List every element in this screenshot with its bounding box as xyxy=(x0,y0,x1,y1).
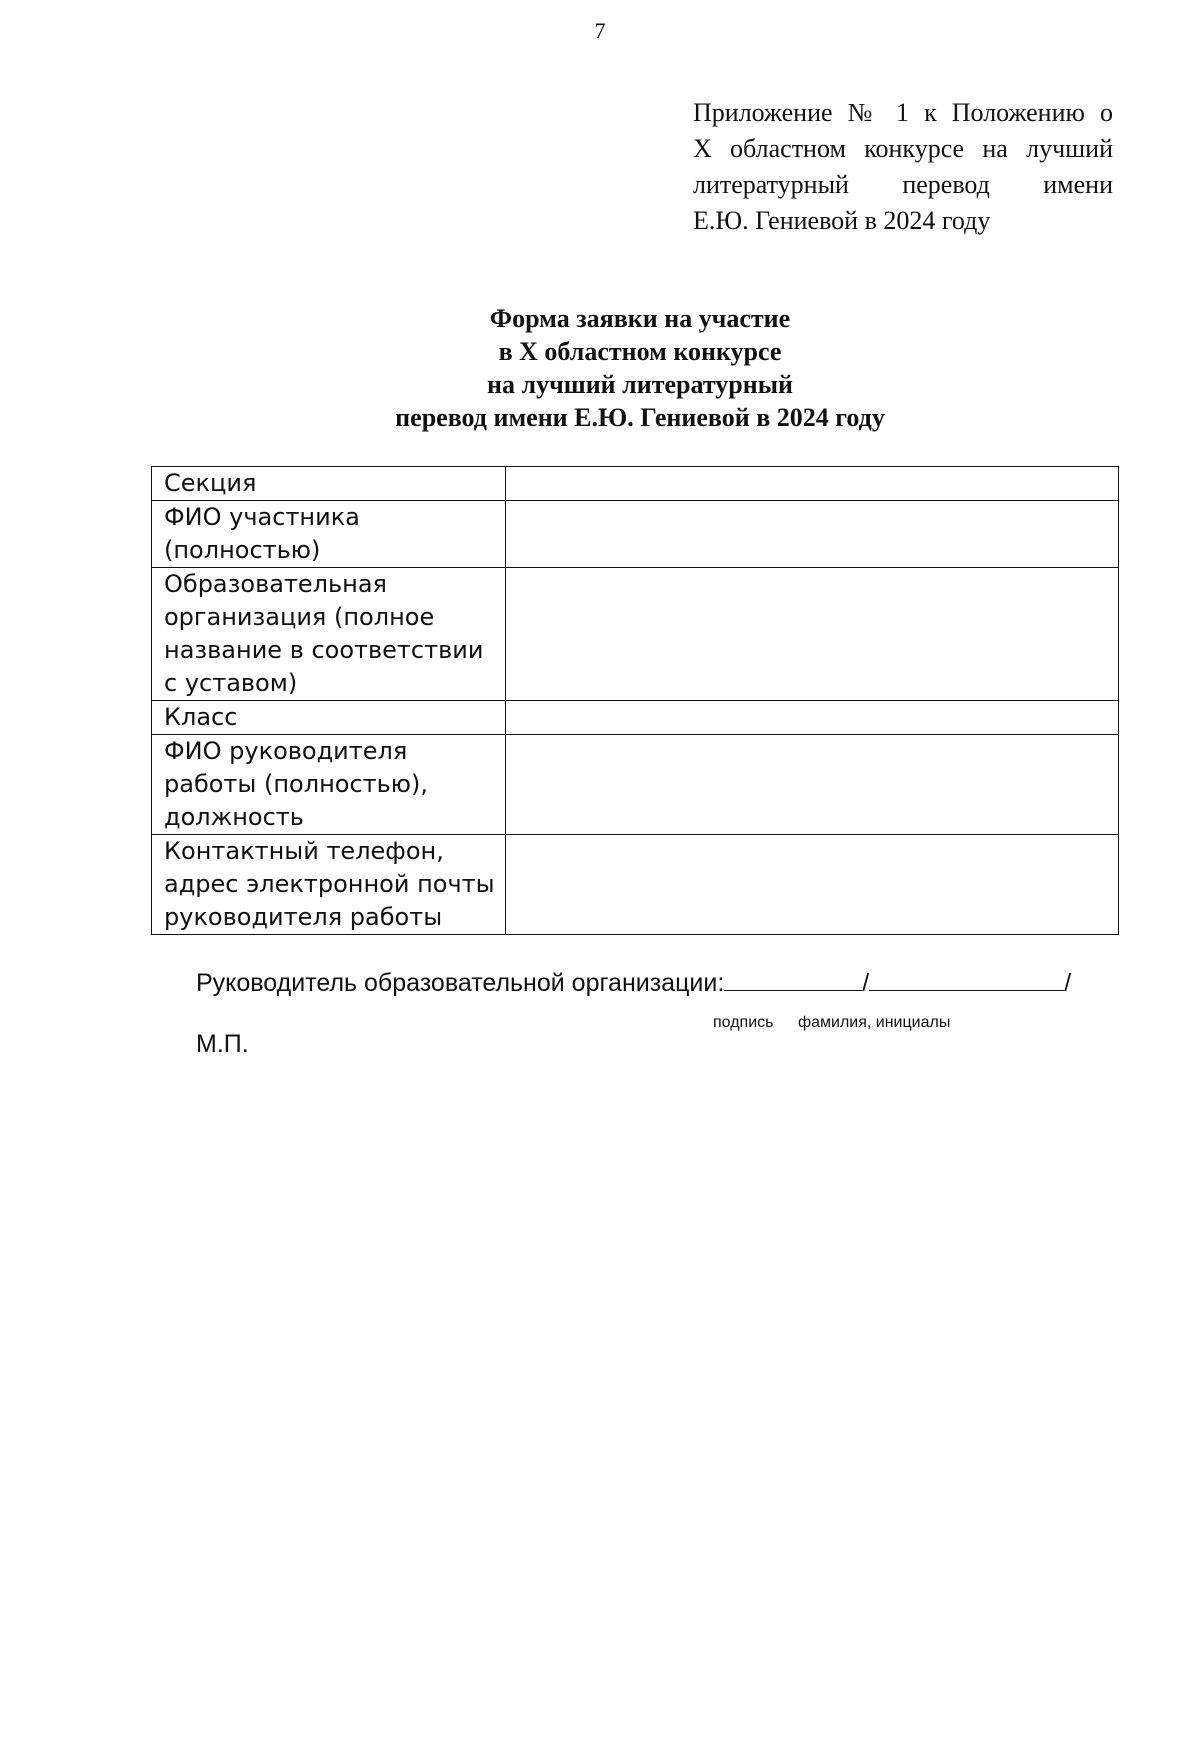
field-value-contacts[interactable] xyxy=(505,835,1118,935)
appendix-note-line: Приложение № 1 к Положению о xyxy=(693,98,1113,127)
field-label-section: Секция xyxy=(152,467,506,501)
signature-closing: / xyxy=(1064,969,1072,997)
table-row xyxy=(152,835,1119,935)
field-value-participant-name[interactable] xyxy=(505,501,1118,568)
field-value-section[interactable] xyxy=(505,467,1118,501)
field-label-contacts: Контактный телефон, адрес электронной почты руководителя работы xyxy=(152,835,506,935)
field-value-organization[interactable] xyxy=(505,568,1118,701)
page-number: 7 xyxy=(594,18,606,43)
table-row xyxy=(152,501,1119,568)
appendix-note-line: Е.Ю. Гениевой в 2024 году xyxy=(693,206,991,235)
appendix-note xyxy=(693,95,1113,239)
form-title xyxy=(0,302,1200,434)
name-blank[interactable] xyxy=(869,968,1064,991)
table-row xyxy=(152,701,1119,735)
field-value-grade[interactable] xyxy=(505,701,1118,735)
appendix-note-line: литературный перевод имени xyxy=(693,170,1113,199)
application-form-table xyxy=(151,466,1119,935)
field-label-supervisor: ФИО руководителя работы (полностью), должность xyxy=(152,735,506,835)
form-title-line: на лучший литературный xyxy=(487,370,793,399)
table-row xyxy=(152,568,1119,701)
signature-line xyxy=(196,968,1071,998)
appendix-note-line: X областном конкурсе на лучший xyxy=(693,134,1113,163)
signature-blank[interactable] xyxy=(724,968,862,991)
form-title-line: Форма заявки на участие xyxy=(489,304,791,333)
field-value-supervisor[interactable] xyxy=(505,735,1118,835)
signature-captions xyxy=(713,1014,950,1032)
form-title-line: перевод имени Е.Ю. Гениевой в 2024 году xyxy=(395,403,885,432)
caption-name: фамилия, инициалы xyxy=(797,1014,951,1031)
table-row xyxy=(152,467,1119,501)
field-label-grade: Класс xyxy=(152,701,506,735)
form-title-line: в X областном конкурсе xyxy=(498,337,782,366)
signature-label: Руководитель образовательной организации: xyxy=(196,969,725,997)
caption-signature: подпись xyxy=(713,1014,774,1031)
signature-separator: / xyxy=(862,969,870,997)
field-label-participant-name: ФИО участника (полностью) xyxy=(152,501,506,568)
stamp-mark: М.П. xyxy=(196,1030,249,1058)
field-label-organization: Образовательная организация (полное название в соответствии с уставом) xyxy=(152,568,506,701)
table-row xyxy=(152,735,1119,835)
